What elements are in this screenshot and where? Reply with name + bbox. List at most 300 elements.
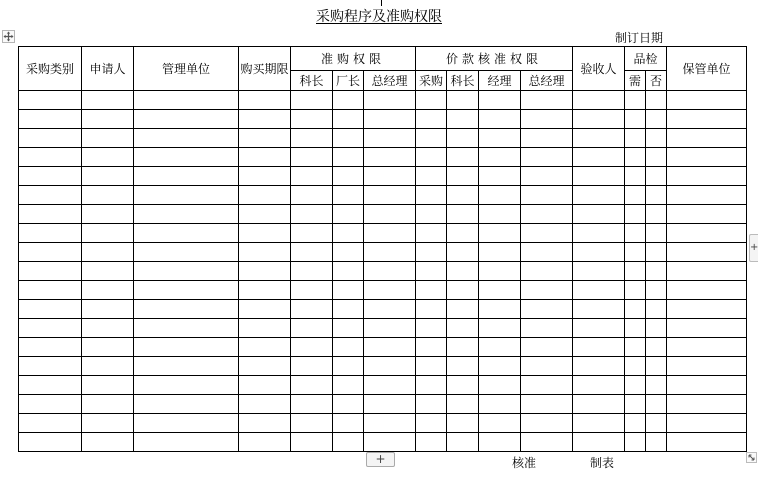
- table-cell[interactable]: [333, 395, 364, 414]
- table-cell[interactable]: [573, 224, 625, 243]
- table-cell[interactable]: [625, 414, 646, 433]
- table-cell[interactable]: [625, 281, 646, 300]
- table-cell[interactable]: [333, 129, 364, 148]
- table-cell[interactable]: [667, 129, 747, 148]
- table-cell[interactable]: [447, 224, 479, 243]
- table-cell[interactable]: [416, 148, 447, 167]
- table-cell[interactable]: [646, 205, 667, 224]
- table-cell[interactable]: [416, 224, 447, 243]
- table-cell[interactable]: [573, 281, 625, 300]
- table-cell[interactable]: [134, 224, 239, 243]
- table-cell[interactable]: [625, 319, 646, 338]
- table-cell[interactable]: [667, 224, 747, 243]
- table-cell[interactable]: [19, 433, 82, 452]
- table-cell[interactable]: [333, 319, 364, 338]
- table-cell[interactable]: [333, 167, 364, 186]
- table-cell[interactable]: [416, 319, 447, 338]
- table-cell[interactable]: [479, 110, 521, 129]
- table-cell[interactable]: [646, 224, 667, 243]
- table-cell[interactable]: [291, 262, 333, 281]
- table-cell[interactable]: [82, 414, 134, 433]
- table-cell[interactable]: [479, 300, 521, 319]
- table-cell[interactable]: [521, 395, 573, 414]
- table-cell[interactable]: [667, 395, 747, 414]
- table-cell[interactable]: [239, 148, 291, 167]
- table-cell[interactable]: [19, 148, 82, 167]
- table-cell[interactable]: [239, 110, 291, 129]
- table-row: [19, 300, 747, 319]
- table-cell[interactable]: [82, 205, 134, 224]
- table-cell[interactable]: [19, 167, 82, 186]
- table-cell[interactable]: [625, 433, 646, 452]
- table-cell[interactable]: [19, 357, 82, 376]
- table-cell[interactable]: [19, 414, 82, 433]
- table-cell[interactable]: [646, 395, 667, 414]
- table-cell[interactable]: [447, 186, 479, 205]
- table-cell[interactable]: [291, 167, 333, 186]
- table-cell[interactable]: [364, 395, 416, 414]
- table-cell[interactable]: [364, 224, 416, 243]
- table-cell[interactable]: [521, 281, 573, 300]
- table-cell[interactable]: [573, 376, 625, 395]
- table-cell[interactable]: [134, 243, 239, 262]
- table-cell[interactable]: [573, 91, 625, 110]
- table-cell[interactable]: [521, 319, 573, 338]
- table-cell[interactable]: [667, 281, 747, 300]
- table-cell[interactable]: [447, 300, 479, 319]
- table-cell[interactable]: [19, 281, 82, 300]
- table-cell[interactable]: [625, 91, 646, 110]
- table-cell[interactable]: [447, 148, 479, 167]
- table-cell[interactable]: [134, 167, 239, 186]
- table-cell[interactable]: [646, 376, 667, 395]
- table-cell[interactable]: [134, 357, 239, 376]
- table-cell[interactable]: [333, 186, 364, 205]
- table-cell[interactable]: [646, 186, 667, 205]
- table-cell[interactable]: [82, 319, 134, 338]
- table-cell[interactable]: [239, 129, 291, 148]
- table-cell[interactable]: [479, 319, 521, 338]
- table-cell[interactable]: [364, 167, 416, 186]
- table-cell[interactable]: [416, 262, 447, 281]
- table-cell[interactable]: [364, 205, 416, 224]
- table-cell[interactable]: [291, 148, 333, 167]
- table-cell[interactable]: [573, 414, 625, 433]
- add-row-button[interactable]: [366, 452, 395, 467]
- table-cell[interactable]: [333, 110, 364, 129]
- table-cell[interactable]: [239, 186, 291, 205]
- table-cell[interactable]: [333, 262, 364, 281]
- table-cell[interactable]: [134, 148, 239, 167]
- table-cell[interactable]: [291, 357, 333, 376]
- table-cell[interactable]: [333, 205, 364, 224]
- table-cell[interactable]: [82, 395, 134, 414]
- table-cell[interactable]: [82, 357, 134, 376]
- table-cell[interactable]: [667, 167, 747, 186]
- table-cell[interactable]: [291, 376, 333, 395]
- table-cell[interactable]: [447, 433, 479, 452]
- table-cell[interactable]: [479, 433, 521, 452]
- table-cell[interactable]: [646, 91, 667, 110]
- table-cell[interactable]: [521, 91, 573, 110]
- table-row: [19, 129, 747, 148]
- table-cell[interactable]: [416, 167, 447, 186]
- table-cell[interactable]: [333, 243, 364, 262]
- table-cell[interactable]: [364, 376, 416, 395]
- table-cell[interactable]: [19, 243, 82, 262]
- table-cell[interactable]: [625, 357, 646, 376]
- table-cell[interactable]: [82, 376, 134, 395]
- table-cell[interactable]: [134, 91, 239, 110]
- table-cell[interactable]: [667, 110, 747, 129]
- table-cell[interactable]: [364, 129, 416, 148]
- table-cell[interactable]: [625, 243, 646, 262]
- table-cell[interactable]: [479, 148, 521, 167]
- table-cell[interactable]: [521, 376, 573, 395]
- table-cell[interactable]: [667, 338, 747, 357]
- table-cell[interactable]: [333, 433, 364, 452]
- table-row: [19, 414, 747, 433]
- table-cell[interactable]: [573, 262, 625, 281]
- table-resize-handle[interactable]: [746, 452, 757, 463]
- table-cell[interactable]: [82, 110, 134, 129]
- table-cell[interactable]: [646, 357, 667, 376]
- table-cell[interactable]: [646, 319, 667, 338]
- table-cell[interactable]: [239, 433, 291, 452]
- table-cell[interactable]: [291, 338, 333, 357]
- table-cell[interactable]: [333, 281, 364, 300]
- table-cell[interactable]: [573, 338, 625, 357]
- table-cell[interactable]: [667, 376, 747, 395]
- table-cell[interactable]: [239, 357, 291, 376]
- table-cell[interactable]: [479, 243, 521, 262]
- table-cell[interactable]: [239, 319, 291, 338]
- table-cell[interactable]: [573, 300, 625, 319]
- table-cell[interactable]: [291, 129, 333, 148]
- table-cell[interactable]: [19, 91, 82, 110]
- table-cell[interactable]: [291, 300, 333, 319]
- table-cell[interactable]: [479, 186, 521, 205]
- table-cell[interactable]: [479, 129, 521, 148]
- table-cell[interactable]: [573, 433, 625, 452]
- table-row: [19, 395, 747, 414]
- table-cell[interactable]: [447, 110, 479, 129]
- table-cell[interactable]: [625, 205, 646, 224]
- table-cell[interactable]: [646, 129, 667, 148]
- table-cell[interactable]: [625, 300, 646, 319]
- table-cell[interactable]: [447, 319, 479, 338]
- table-cell[interactable]: [364, 433, 416, 452]
- table-cell[interactable]: [667, 262, 747, 281]
- table-cell[interactable]: [333, 224, 364, 243]
- table-cell[interactable]: [573, 357, 625, 376]
- table-cell[interactable]: [291, 395, 333, 414]
- table-cell[interactable]: [364, 357, 416, 376]
- table-cell[interactable]: [239, 300, 291, 319]
- table-cell[interactable]: [291, 414, 333, 433]
- table-cell[interactable]: [19, 338, 82, 357]
- table-cell[interactable]: [134, 414, 239, 433]
- table-cell[interactable]: [134, 281, 239, 300]
- table-cell[interactable]: [479, 262, 521, 281]
- table-cell[interactable]: [364, 414, 416, 433]
- table-cell[interactable]: [521, 433, 573, 452]
- table-cell[interactable]: [364, 186, 416, 205]
- table-cell[interactable]: [134, 395, 239, 414]
- table-cell[interactable]: [479, 338, 521, 357]
- table-cell[interactable]: [134, 129, 239, 148]
- table-cell[interactable]: [134, 319, 239, 338]
- table-cell[interactable]: [416, 186, 447, 205]
- table-cell[interactable]: [364, 110, 416, 129]
- table-cell[interactable]: [646, 300, 667, 319]
- table-cell[interactable]: [364, 262, 416, 281]
- table-cell[interactable]: [82, 91, 134, 110]
- table-cell[interactable]: [447, 91, 479, 110]
- table-cell[interactable]: [239, 243, 291, 262]
- table-cell[interactable]: [573, 243, 625, 262]
- table-cell[interactable]: [134, 433, 239, 452]
- table-cell[interactable]: [239, 167, 291, 186]
- table-cell[interactable]: [625, 167, 646, 186]
- table-cell[interactable]: [625, 338, 646, 357]
- table-cell[interactable]: [625, 186, 646, 205]
- table-cell[interactable]: [573, 205, 625, 224]
- table-cell[interactable]: [573, 395, 625, 414]
- table-cell[interactable]: [667, 319, 747, 338]
- table-cell[interactable]: [447, 167, 479, 186]
- table-row: [19, 376, 747, 395]
- table-row: [19, 262, 747, 281]
- table-cell[interactable]: [134, 338, 239, 357]
- table-cell[interactable]: [479, 281, 521, 300]
- table-cell[interactable]: [291, 186, 333, 205]
- table-cell[interactable]: [573, 110, 625, 129]
- table-cell[interactable]: [416, 281, 447, 300]
- table-cell[interactable]: [82, 167, 134, 186]
- table-cell[interactable]: [239, 224, 291, 243]
- table-cell[interactable]: [333, 300, 364, 319]
- table-cell[interactable]: [479, 357, 521, 376]
- table-cell[interactable]: [82, 243, 134, 262]
- table-cell[interactable]: [521, 129, 573, 148]
- header-dept: 管理单位: [134, 47, 239, 91]
- table-cell[interactable]: [646, 148, 667, 167]
- table-cell[interactable]: [573, 167, 625, 186]
- table-cell[interactable]: [646, 433, 667, 452]
- table-cell[interactable]: [19, 129, 82, 148]
- table-cell[interactable]: [573, 129, 625, 148]
- table-cell[interactable]: [19, 319, 82, 338]
- table-cell[interactable]: [646, 110, 667, 129]
- table-cell[interactable]: [667, 433, 747, 452]
- table-cell[interactable]: [625, 224, 646, 243]
- table-cell[interactable]: [19, 224, 82, 243]
- table-cell[interactable]: [416, 338, 447, 357]
- table-cell[interactable]: [364, 148, 416, 167]
- table-cell[interactable]: [239, 91, 291, 110]
- table-cell[interactable]: [333, 148, 364, 167]
- table-cell[interactable]: [82, 224, 134, 243]
- table-cell[interactable]: [573, 186, 625, 205]
- table-cell[interactable]: [573, 319, 625, 338]
- table-cell[interactable]: [416, 433, 447, 452]
- table-cell[interactable]: [333, 91, 364, 110]
- table-cell[interactable]: [521, 357, 573, 376]
- move-arrows-icon: [3, 31, 14, 42]
- table-cell[interactable]: [19, 110, 82, 129]
- table-cell[interactable]: [82, 281, 134, 300]
- table-cell[interactable]: [625, 129, 646, 148]
- table-cell[interactable]: [239, 338, 291, 357]
- table-row: [19, 148, 747, 167]
- table-cell[interactable]: [239, 395, 291, 414]
- table-cell[interactable]: [19, 262, 82, 281]
- table-cell[interactable]: [19, 395, 82, 414]
- table-cell[interactable]: [239, 376, 291, 395]
- table-cell[interactable]: [239, 262, 291, 281]
- table-cell[interactable]: [291, 243, 333, 262]
- table-cell[interactable]: [333, 338, 364, 357]
- table-cell[interactable]: [291, 91, 333, 110]
- table-cell[interactable]: [646, 243, 667, 262]
- table-cell[interactable]: [667, 414, 747, 433]
- table-cell[interactable]: [479, 205, 521, 224]
- table-cell[interactable]: [416, 357, 447, 376]
- table-cell[interactable]: [479, 224, 521, 243]
- table-move-handle[interactable]: [2, 30, 15, 43]
- table-cell[interactable]: [667, 300, 747, 319]
- table-cell[interactable]: [447, 376, 479, 395]
- table-cell[interactable]: [333, 357, 364, 376]
- table-cell[interactable]: [667, 148, 747, 167]
- table-cell[interactable]: [479, 91, 521, 110]
- table-cell[interactable]: [416, 205, 447, 224]
- table-cell[interactable]: [82, 148, 134, 167]
- table-cell[interactable]: [447, 281, 479, 300]
- table-cell[interactable]: [646, 338, 667, 357]
- table-cell[interactable]: [134, 262, 239, 281]
- table-cell[interactable]: [521, 243, 573, 262]
- table-cell[interactable]: [646, 281, 667, 300]
- table-cell[interactable]: [667, 243, 747, 262]
- table-cell[interactable]: [625, 395, 646, 414]
- table-cell[interactable]: [291, 433, 333, 452]
- table-cell[interactable]: [82, 433, 134, 452]
- table-cell[interactable]: [667, 186, 747, 205]
- table-cell[interactable]: [625, 376, 646, 395]
- table-cell[interactable]: [521, 300, 573, 319]
- table-cell[interactable]: [416, 300, 447, 319]
- table-cell[interactable]: [646, 414, 667, 433]
- table-cell[interactable]: [82, 338, 134, 357]
- table-cell[interactable]: [625, 148, 646, 167]
- table-cell[interactable]: [19, 205, 82, 224]
- table-cell[interactable]: [416, 110, 447, 129]
- table-cell[interactable]: [521, 338, 573, 357]
- table-cell[interactable]: [646, 167, 667, 186]
- table-cell[interactable]: [333, 414, 364, 433]
- header-pa-factory-director: 厂长: [333, 71, 364, 91]
- table-cell[interactable]: [134, 205, 239, 224]
- table-cell[interactable]: [667, 205, 747, 224]
- table-cell[interactable]: [416, 91, 447, 110]
- table-cell[interactable]: [19, 376, 82, 395]
- table-cell[interactable]: [134, 186, 239, 205]
- table-cell[interactable]: [447, 414, 479, 433]
- table-cell[interactable]: [479, 414, 521, 433]
- table-cell[interactable]: [667, 357, 747, 376]
- table-cell[interactable]: [416, 376, 447, 395]
- table-cell[interactable]: [625, 110, 646, 129]
- table-cell[interactable]: [521, 148, 573, 167]
- table-cell[interactable]: [521, 186, 573, 205]
- table-cell[interactable]: [447, 129, 479, 148]
- table-cell[interactable]: [364, 91, 416, 110]
- table-cell[interactable]: [134, 300, 239, 319]
- table-cell[interactable]: [364, 243, 416, 262]
- table-cell[interactable]: [521, 224, 573, 243]
- table-cell[interactable]: [646, 262, 667, 281]
- table-cell[interactable]: [19, 300, 82, 319]
- table-cell[interactable]: [447, 262, 479, 281]
- table-cell[interactable]: [364, 319, 416, 338]
- table-cell[interactable]: [479, 395, 521, 414]
- table-cell[interactable]: [82, 129, 134, 148]
- table-cell[interactable]: [573, 148, 625, 167]
- table-cell[interactable]: [134, 376, 239, 395]
- table-cell[interactable]: [239, 414, 291, 433]
- table-cell[interactable]: [416, 414, 447, 433]
- table-cell[interactable]: [416, 395, 447, 414]
- table-cell[interactable]: [447, 395, 479, 414]
- table-cell[interactable]: [521, 110, 573, 129]
- table-cell[interactable]: [82, 262, 134, 281]
- table-cell[interactable]: [134, 110, 239, 129]
- table-cell[interactable]: [82, 186, 134, 205]
- table-cell[interactable]: [416, 243, 447, 262]
- table-cell[interactable]: [82, 300, 134, 319]
- table-cell[interactable]: [333, 376, 364, 395]
- table-cell[interactable]: [291, 205, 333, 224]
- add-column-button[interactable]: [749, 234, 758, 262]
- table-cell[interactable]: [625, 262, 646, 281]
- table-cell[interactable]: [521, 167, 573, 186]
- table-cell[interactable]: [479, 376, 521, 395]
- table-cell[interactable]: [447, 205, 479, 224]
- table-cell[interactable]: [291, 281, 333, 300]
- table-cell[interactable]: [447, 357, 479, 376]
- table-cell[interactable]: [239, 205, 291, 224]
- table-cell[interactable]: [19, 186, 82, 205]
- table-cell[interactable]: [291, 224, 333, 243]
- table-cell[interactable]: [521, 414, 573, 433]
- table-cell[interactable]: [291, 110, 333, 129]
- table-cell[interactable]: [291, 319, 333, 338]
- table-cell[interactable]: [416, 129, 447, 148]
- table-cell[interactable]: [447, 243, 479, 262]
- table-cell[interactable]: [667, 91, 747, 110]
- table-cell[interactable]: [239, 281, 291, 300]
- table-cell[interactable]: [364, 300, 416, 319]
- table-cell[interactable]: [521, 205, 573, 224]
- table-cell[interactable]: [364, 281, 416, 300]
- table-cell[interactable]: [364, 338, 416, 357]
- table-cell[interactable]: [447, 338, 479, 357]
- table-cell[interactable]: [479, 167, 521, 186]
- table-cell[interactable]: [521, 262, 573, 281]
- table-row: [19, 186, 747, 205]
